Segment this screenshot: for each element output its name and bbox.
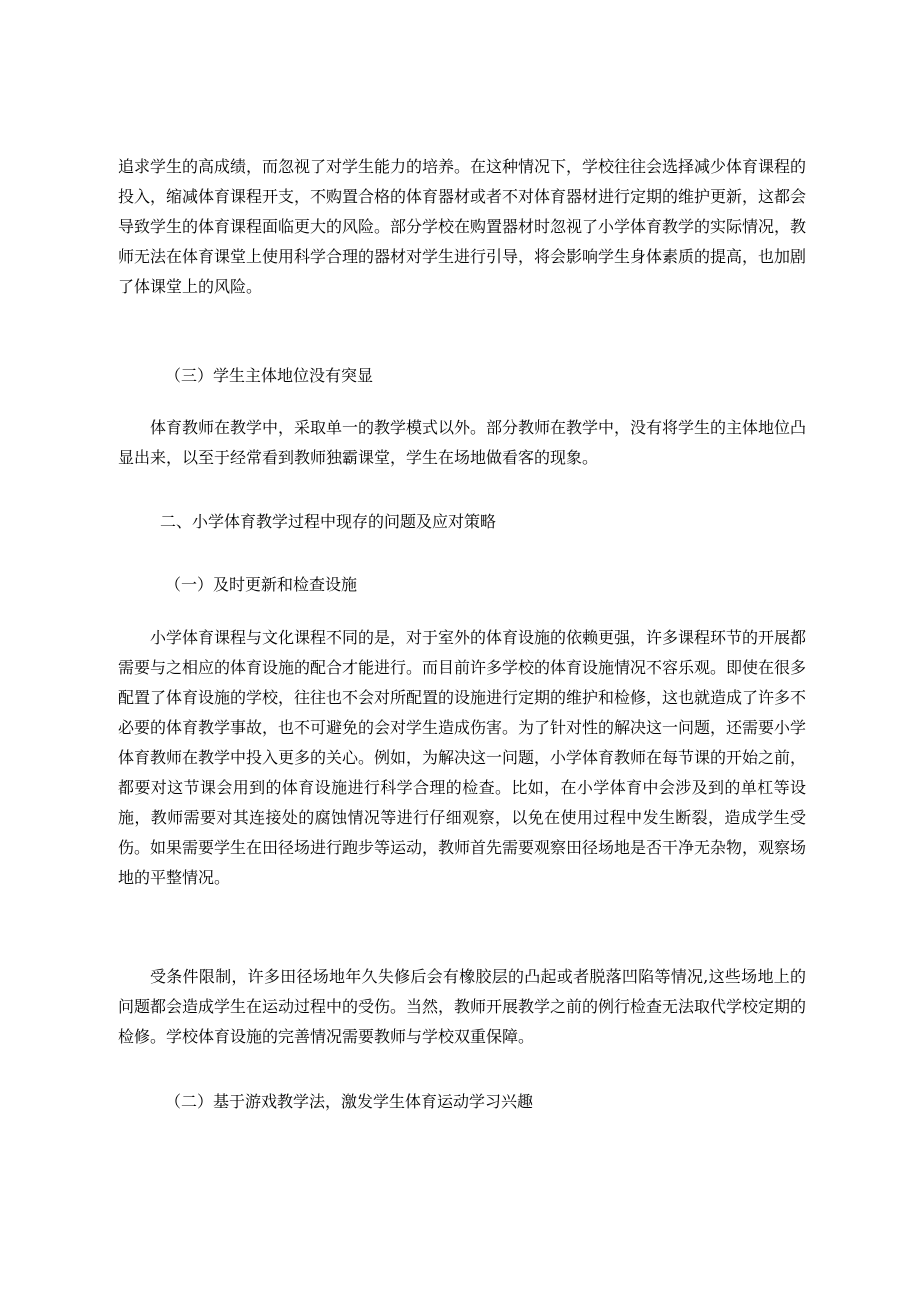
body-paragraph: 追求学生的高成绩，而忽视了对学生能力的培养。在这种情况下，学校往往会选择减少体育课程的投入，缩减体育课程开支，不购置合格的体育器材或者不对体育器材进行定期的维护更新，这都会导致学生的体育课程面临更大的风险。部分学校在购置器材时忽视了小学体育教学的实际情况，教师无法在体育课堂上使用科学合理的器材对学生进行引导，将会影响学生身体素质的提高，也加剧了体课堂上的风险。 (118, 157, 807, 296)
subsection-heading: （三）学生主体地位没有突显 (165, 366, 374, 385)
subsection-heading: （二）基于游戏教学法，激发学生体育运动学习兴趣 (165, 1092, 534, 1111)
section-heading: 二、小学体育教学过程中现存的问题及应对策略 (160, 512, 497, 531)
body-paragraph: 小学体育课程与文化课程不同的是，对于室外的体育设施的依赖更强，许多课程环节的开展都需要与之相应的体育设施的配合才能进行。而目前许多学校的体育设施情况不容乐观。即使在很多配置了体育设施的学校，往往也不会对所配置的设施进行定期的维护和检修，这也就造成了许多不必要的体育教学事故，也不可避免的会对学生造成伤害。为了针对性的解决这一问题，还需要小学体育教师在教学中投入更多的关心。例如，为解决这一问题，小学体育教师在每节课的开始之前，都要对这节课会用到的体育设施进行科学合理的检查。比如，在小学体育中会涉及到的单杠等设施，教师需要对其连接处的腐蚀情况等进行仔细观察，以免在使用过程中发生断裂，造成学生受伤。如果需要学生在田径场进行跑步等运动，教师首先需要观察田径场地是否干净无杂物，观察场地的平整情况。 (118, 628, 807, 887)
body-paragraph: 受条件限制，许多田径场地年久失修后会有橡胶层的凸起或者脱落凹陷等情况,这些场地上的问题都会造成学生在运动过程中的受伤。当然，教师开展教学之前的例行检查无法取代学校定期的检修。学校体育设施的完善情况需要教师与学校双重保障。 (118, 967, 807, 1046)
body-paragraph: 体育教师在教学中，采取单一的教学模式以外。部分教师在教学中，没有将学生的主体地位凸显出来，以至于经常看到教师独霸课堂，学生在场地做看客的现象。 (118, 418, 807, 467)
subsection-heading: （一）及时更新和检查设施 (165, 575, 358, 594)
